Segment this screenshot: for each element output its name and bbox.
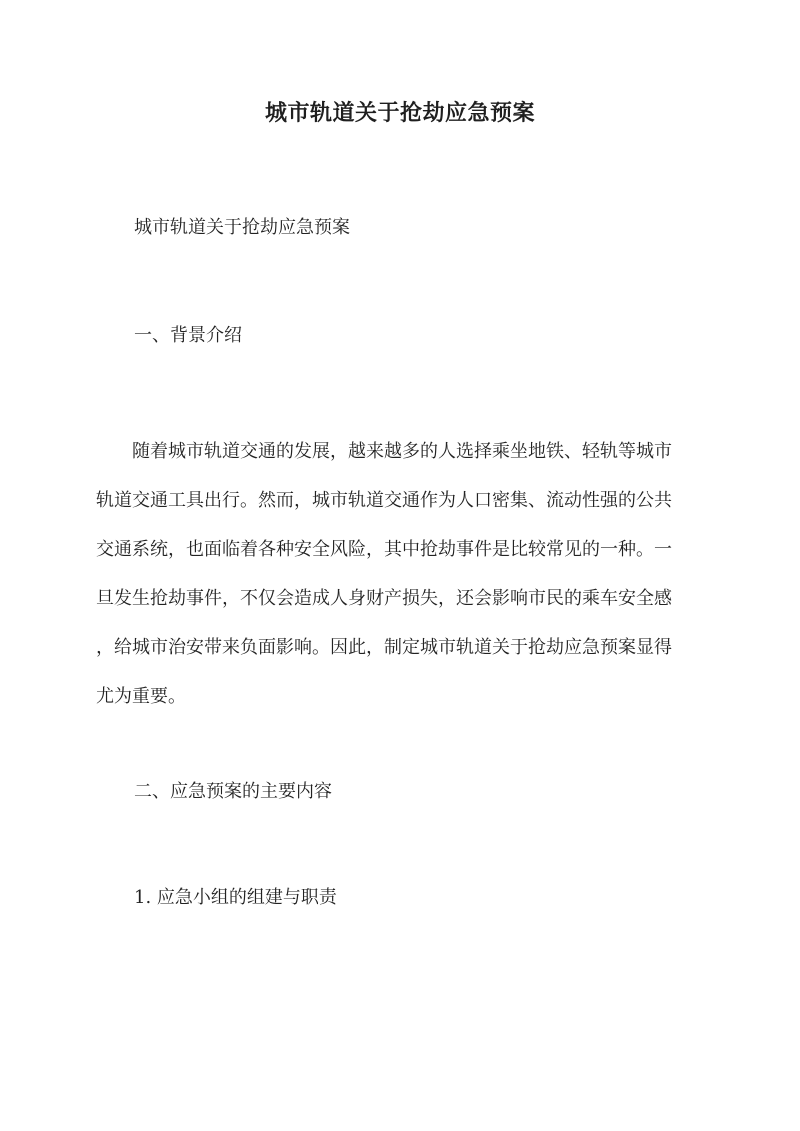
document-subtitle: 城市轨道关于抢劫应急预案 bbox=[134, 217, 350, 238]
section-heading-plan-content: 二、应急预案的主要内容 bbox=[134, 781, 332, 802]
document-title: 城市轨道关于抢劫应急预案 bbox=[264, 100, 535, 126]
paragraph-line: ，给城市治安带来负面影响。因此，制定城市轨道关于抢劫应急预案显得 bbox=[96, 637, 672, 658]
background-paragraph bbox=[96, 427, 704, 721]
paragraph-line: 尤为重要。 bbox=[96, 686, 186, 707]
paragraph-line: 轨道交通工具出行。然而，城市轨道交通作为人口密集、流动性强的公共 bbox=[96, 490, 672, 511]
section-heading-background: 一、背景介绍 bbox=[134, 325, 242, 346]
list-item-emergency-team: 1. 应急小组的组建与职责 bbox=[134, 887, 337, 908]
paragraph-line: 交通系统，也面临着各种安全风险，其中抢劫事件是比较常见的一种。一 bbox=[96, 539, 672, 560]
paragraph-line: 随着城市轨道交通的发展，越来越多的人选择乘坐地铁、轻轨等城市 bbox=[96, 441, 672, 462]
paragraph-line: 旦发生抢劫事件，不仅会造成人身财产损失，还会影响市民的乘车安全感 bbox=[96, 588, 672, 609]
